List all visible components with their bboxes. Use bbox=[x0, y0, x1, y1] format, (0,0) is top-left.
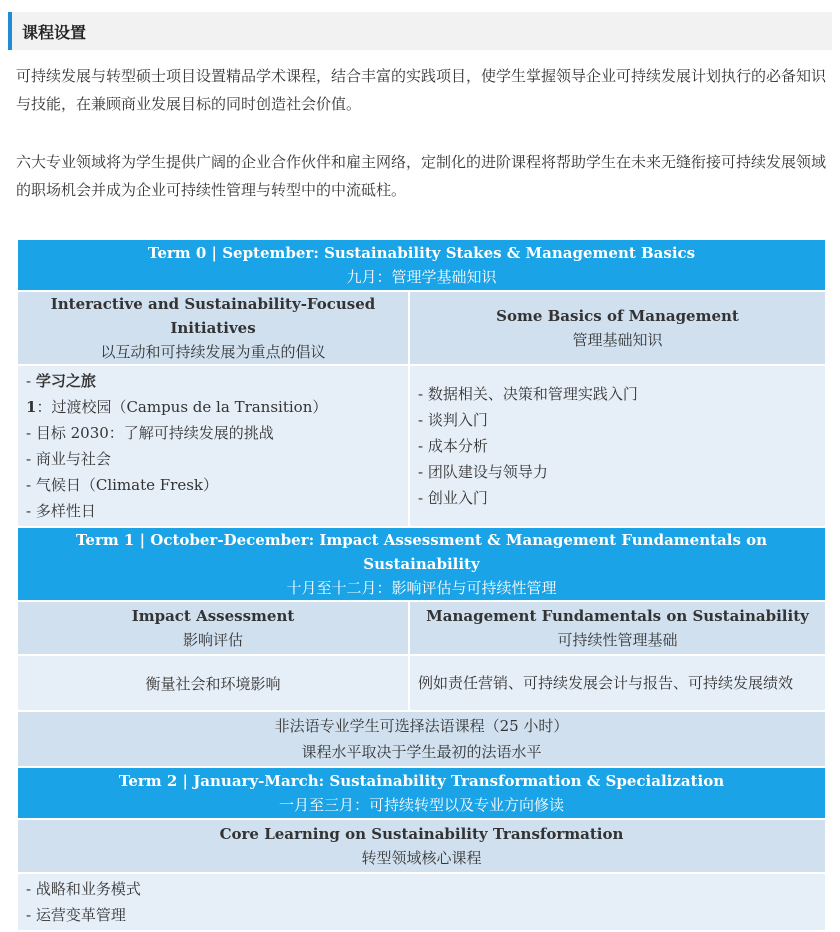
bullet: - bbox=[26, 906, 32, 924]
list-item bbox=[26, 368, 400, 420]
list-item-text: 运营变革管理 bbox=[35, 906, 126, 924]
term2-title-cn: 一月至三月：可持续转型以及专业方向修读 bbox=[278, 796, 564, 814]
term2-body-row bbox=[17, 873, 826, 931]
bullet: - bbox=[26, 476, 32, 494]
term2-subheader-row bbox=[17, 819, 826, 873]
section-title: 课程设置 bbox=[22, 22, 87, 42]
list-item bbox=[26, 876, 817, 902]
term2-header-row bbox=[17, 767, 826, 819]
bullet: - bbox=[418, 437, 424, 455]
list-item bbox=[418, 381, 817, 407]
term1-header bbox=[17, 527, 826, 601]
list-item-text: 谈判入门 bbox=[427, 411, 488, 429]
list-item-text: 成本分析 bbox=[427, 437, 488, 455]
french-note-line-2: 课程水平取决于学生最初的法语水平 bbox=[301, 743, 542, 761]
list-item-text: 目标 2030：了解可持续发展的挑战 bbox=[35, 424, 274, 442]
french-course-note bbox=[17, 711, 826, 767]
term1-subheader-row bbox=[17, 601, 826, 655]
term1-body-row bbox=[17, 655, 826, 711]
term1-right-body: 例如责任营销、可持续发展会计与报告、可持续发展绩效 bbox=[409, 655, 826, 711]
bullet: - bbox=[26, 502, 32, 520]
list-item-bold: 学习之旅 1 bbox=[26, 372, 96, 416]
term1-left-title-cn: 影响评估 bbox=[182, 631, 243, 649]
term0-right-title-cn: 管理基础知识 bbox=[572, 331, 663, 349]
term2-title-en: Term 2 | January-March: Sustainability Transformation & Specialization bbox=[118, 772, 725, 790]
intro-paragraph-1: 可持续发展与转型硕士项目设置精品学术课程，结合丰富的实践项目，使学生掌握领导企业可持续发展计划执行的必备知识与技能，在兼顾商业发展目标的同时创造社会价值。 bbox=[16, 67, 827, 113]
term1-right-title-cn: 可持续性管理基础 bbox=[557, 631, 678, 649]
term0-subheader-row bbox=[17, 291, 826, 365]
intro-paragraph-2: 六大专业领域将为学生提供广阔的企业合作伙伴和雇主网络，定制化的进阶课程将帮助学生在未来无缝衔接可持续发展领域的职场机会并成为企业可持续性管理与转型中的中流砥柱。 bbox=[16, 153, 827, 199]
term0-body-row bbox=[17, 365, 826, 527]
list-item bbox=[26, 498, 400, 524]
term0-left-title-en: Interactive and Sustainability-Focused Initiatives bbox=[50, 295, 376, 337]
bullet: - bbox=[418, 411, 424, 429]
curriculum-table bbox=[16, 238, 827, 932]
list-item bbox=[26, 902, 817, 928]
list-item bbox=[418, 485, 817, 511]
term1-title-cn: 十月至十二月：影响评估与可持续性管理 bbox=[286, 579, 557, 597]
bullet: - bbox=[418, 489, 424, 507]
bullet: - bbox=[418, 463, 424, 481]
term0-title-cn: 九月：管理学基础知识 bbox=[346, 268, 497, 286]
bullet: - bbox=[418, 385, 424, 403]
french-note-line-1: 非法语专业学生可选择法语课程（25 小时） bbox=[274, 717, 569, 735]
bullet: - bbox=[26, 424, 32, 442]
bullet: - bbox=[26, 450, 32, 468]
section-header bbox=[8, 12, 832, 50]
list-item-text: 数据相关、决策和管理实践入门 bbox=[427, 385, 638, 403]
term0-header bbox=[17, 239, 826, 291]
list-item bbox=[418, 459, 817, 485]
term2-list bbox=[17, 873, 826, 931]
term0-title-en: Term 0 | September: Sustainability Stakes & Management Basics bbox=[147, 244, 696, 262]
term0-right-title-en: Some Basics of Management bbox=[496, 307, 739, 325]
term0-right-list bbox=[409, 365, 826, 527]
term0-left-title-cn: 以互动和可持续发展为重点的倡议 bbox=[100, 343, 326, 361]
term1-right-title-en: Management Fundamentals on Sustainability bbox=[426, 607, 809, 625]
term0-header-row bbox=[17, 239, 826, 291]
term0-left-list bbox=[17, 365, 409, 527]
list-item bbox=[26, 446, 400, 472]
term1-title-en: Term 1 | October-December: Impact Assessment & Management Fundamentals on Sustainability bbox=[75, 531, 768, 573]
list-item-text: 气候日（Climate Fresk） bbox=[35, 476, 219, 494]
term1-left-body: 衡量社会和环境影响 bbox=[17, 655, 409, 711]
term1-header-row bbox=[17, 527, 826, 601]
list-item bbox=[418, 433, 817, 459]
bullet: - bbox=[26, 880, 32, 898]
term1-left-title-en: Impact Assessment bbox=[131, 607, 295, 625]
list-item-text: 商业与社会 bbox=[35, 450, 111, 468]
term0-left-subheader bbox=[17, 291, 409, 365]
list-item-text: ：过渡校园（Campus de la Transition） bbox=[36, 398, 328, 416]
term0-right-subheader bbox=[409, 291, 826, 365]
list-item bbox=[26, 420, 400, 446]
list-item bbox=[418, 407, 817, 433]
list-item-text: 战略和业务模式 bbox=[35, 880, 141, 898]
term1-right-subheader bbox=[409, 601, 826, 655]
list-item-text: 创业入门 bbox=[427, 489, 488, 507]
term1-note-row bbox=[17, 711, 826, 767]
bullet: - bbox=[26, 372, 32, 390]
list-item-text: 团队建设与领导力 bbox=[427, 463, 548, 481]
term2-header bbox=[17, 767, 826, 819]
list-item bbox=[26, 472, 400, 498]
term2-core-subheader bbox=[17, 819, 826, 873]
term2-core-title-cn: 转型领域核心课程 bbox=[361, 849, 482, 867]
term1-left-subheader bbox=[17, 601, 409, 655]
term2-core-title-en: Core Learning on Sustainability Transformation bbox=[219, 825, 624, 843]
list-item-text: 多样性日 bbox=[35, 502, 96, 520]
